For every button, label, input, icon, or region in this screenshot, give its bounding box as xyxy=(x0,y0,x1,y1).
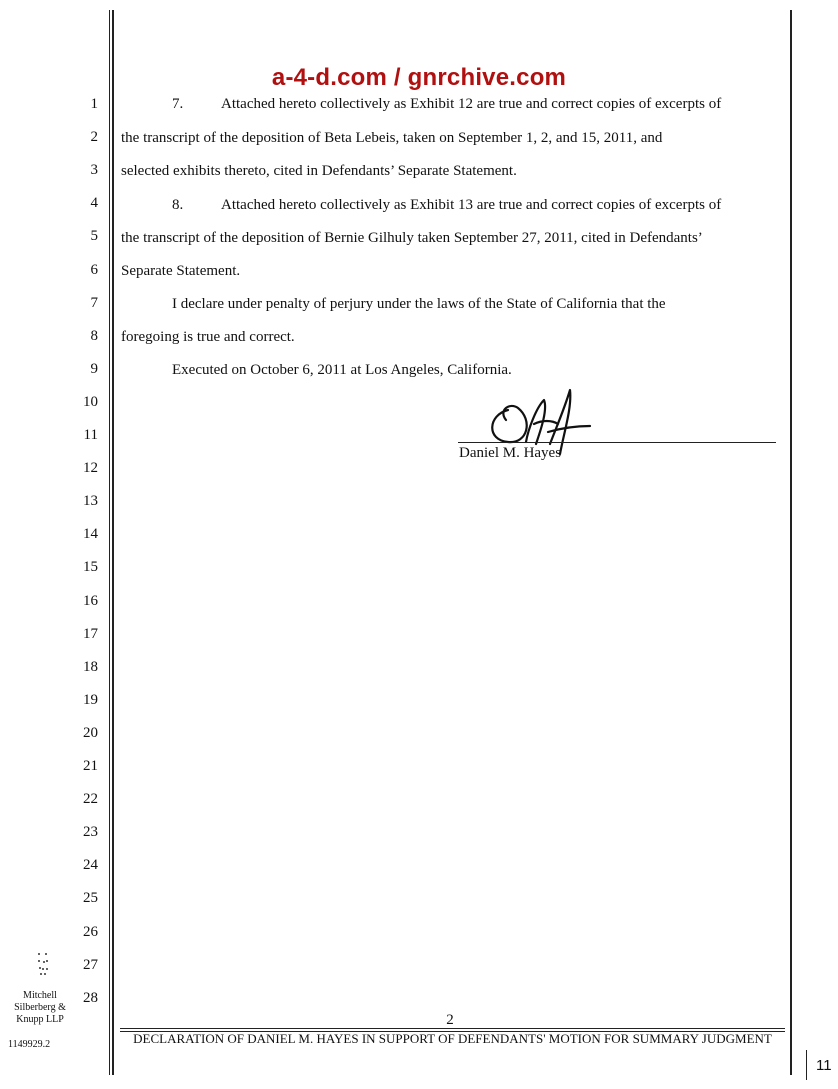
paragraph-7-line-2: the transcript of the deposition of Beta Lebeis, taken on September 1, 2, and 15, 2011, and xyxy=(121,130,663,146)
signature-line xyxy=(458,442,776,443)
line-number: 16 xyxy=(83,592,98,609)
line-number: 10 xyxy=(83,393,98,410)
law-firm-name xyxy=(4,990,76,1026)
executed-statement: Executed on October 6, 2011 at Los Angeles, California. xyxy=(172,362,512,378)
line-number: 25 xyxy=(83,890,98,907)
line-number: 4 xyxy=(90,195,98,212)
left-margin-rule-double xyxy=(112,10,114,1075)
page-number: 2 xyxy=(446,1012,454,1028)
watermark-text: a-4-d.com / gnrchive.com xyxy=(271,64,567,91)
line-number: 6 xyxy=(90,261,98,278)
line-number: 14 xyxy=(83,526,98,543)
line-number: 26 xyxy=(83,923,98,940)
line-number: 24 xyxy=(83,857,98,874)
paragraph-7-line-1: Attached hereto collectively as Exhibit 12 are true and correct copies of excerpts of xyxy=(221,96,722,112)
line-number: 9 xyxy=(90,360,98,377)
document-id: 1149929.2 xyxy=(8,1039,51,1050)
signatory-name: Daniel M. Hayes xyxy=(459,445,562,461)
line-number: 2 xyxy=(90,129,98,146)
paragraph-8-line-1: Attached hereto collectively as Exhibit 13 are true and correct copies of excerpts of xyxy=(221,197,722,213)
paragraph-7-number: 7. xyxy=(172,96,184,112)
line-number: 17 xyxy=(83,625,98,642)
line-number: 13 xyxy=(83,493,98,510)
right-margin-rule xyxy=(790,10,792,1075)
line-number: 5 xyxy=(90,228,98,245)
line-number: 27 xyxy=(83,956,98,973)
declaration-line-2: foregoing is true and correct. xyxy=(121,329,295,345)
paragraph-8-line-2: the transcript of the deposition of Bernie Gilhuly taken September 27, 2011, cited in Defendants’ xyxy=(121,230,703,246)
left-margin-rule xyxy=(109,10,110,1075)
line-number: 3 xyxy=(90,162,98,179)
paragraph-8-line-3: Separate Statement. xyxy=(121,263,241,279)
line-number: 1 xyxy=(90,96,98,112)
declaration-line-1: I declare under penalty of perjury under the laws of the State of California that the xyxy=(172,296,666,312)
firm-line-3: Knupp LLP xyxy=(16,1014,64,1025)
line-number: 28 xyxy=(83,989,98,1006)
line-number: 23 xyxy=(83,824,98,841)
line-number: 7 xyxy=(90,294,98,311)
line-number: 12 xyxy=(83,460,98,477)
line-number: 8 xyxy=(90,327,98,344)
footer-rule xyxy=(120,1028,785,1029)
line-number: 22 xyxy=(83,791,98,808)
firm-line-1: Mitchell xyxy=(23,990,57,1001)
paragraph-8-number: 8. xyxy=(172,197,184,213)
paragraph-7-line-3: selected exhibits thereto, cited in Defendants’ Separate Statement. xyxy=(121,163,517,179)
line-number: 20 xyxy=(83,724,98,741)
line-number: 18 xyxy=(83,658,98,675)
line-number: 15 xyxy=(83,559,98,576)
firm-logo-icon xyxy=(36,950,50,976)
line-number: 19 xyxy=(83,691,98,708)
line-number: 21 xyxy=(83,758,98,774)
firm-line-2: Silberberg & xyxy=(14,1002,66,1013)
sheet-number: 11 xyxy=(816,1057,832,1074)
line-number: 11 xyxy=(83,427,98,443)
footer-caption: DECLARATION OF DANIEL M. HAYES IN SUPPORT OF DEFENDANTS' MOTION FOR SUMMARY JUDGMENT xyxy=(133,1031,772,1046)
edge-rule xyxy=(806,1050,807,1080)
